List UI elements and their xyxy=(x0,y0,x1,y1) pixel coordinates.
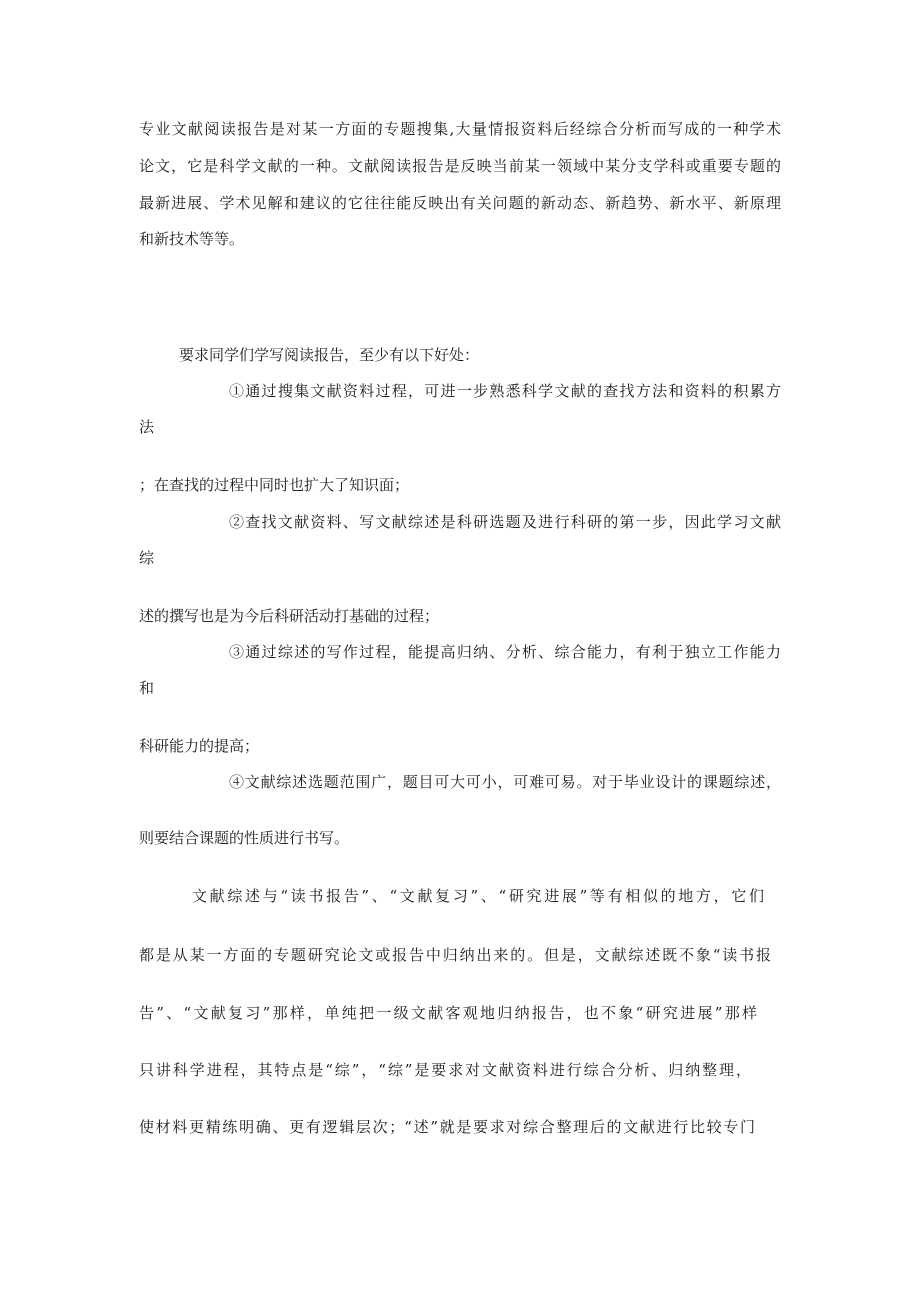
comparison-line-2: 都是从某一方面的专题研究论文或报告中归纳出来的。但是，文献综述既不象“读书报 xyxy=(139,946,771,964)
benefit-1-line-3: ；在查找的过程中同时也扩大了知识面； xyxy=(139,476,410,494)
comparison-line-3: 告”、“文献复习”那样，单纯把一级文献客观地归纳报告，也不象“研究进展”那样 xyxy=(139,1004,757,1022)
benefit-1-line-1: ①通过搜集文献资料过程，可进一步熟悉科学文献的查找方法和资料的积累方 xyxy=(229,382,781,400)
benefit-3-line-2: 和 xyxy=(139,679,155,697)
comparison-line-1: 文献综述与“读书报告”、“文献复习”、“研究进展”等有相似的地方，它们 xyxy=(192,887,764,905)
intro-line-4: 和新技术等等。 xyxy=(139,230,245,248)
benefit-3-line-3: 科研能力的提高； xyxy=(139,737,260,755)
benefit-1-line-2: 法 xyxy=(139,418,155,436)
intro-line-1: 专业文献阅读报告是对某一方面的专题搜集,大量情报资料后经综合分析而写成的一种学术 xyxy=(139,120,781,138)
comparison-line-4: 只讲科学进程，其特点是“综”，“综”是要求对文献资料进行综合分析、归纳整理， xyxy=(139,1061,751,1079)
intro-line-3: 最新进展、学术见解和建议的它往往能反映出有关问题的新动态、新趋势、新水平、新原理 xyxy=(139,194,781,212)
benefit-2-line-2: 综 xyxy=(139,549,155,567)
benefits-heading: 要求同学们学写阅读报告，至少有以下好处： xyxy=(179,346,480,364)
benefit-4-line-1: ④文献综述选题范围广，题目可大可小，可难可易。对于毕业设计的课题综述， xyxy=(229,773,781,791)
comparison-line-5: 使材料更精练明确、更有逻辑层次；“述”就是要求对综合整理后的文献进行比较专门 xyxy=(139,1118,755,1136)
benefit-4-line-3: 则要结合课题的性质进行书写。 xyxy=(139,829,350,847)
benefit-2-line-1: ②查找文献资料、写文献综述是科研选题及进行科研的第一步，因此学习文献 xyxy=(229,513,781,531)
intro-line-2: 论文，它是科学文献的一种。文献阅读报告是反映当前某一领域中某分支学科或重要专题的 xyxy=(139,157,781,175)
benefit-3-line-1: ③通过综述的写作过程，能提高归纳、分析、综合能力，有利于独立工作能力 xyxy=(229,643,781,661)
benefit-2-line-3: 述的撰写也是为今后科研活动打基础的过程； xyxy=(139,607,440,625)
